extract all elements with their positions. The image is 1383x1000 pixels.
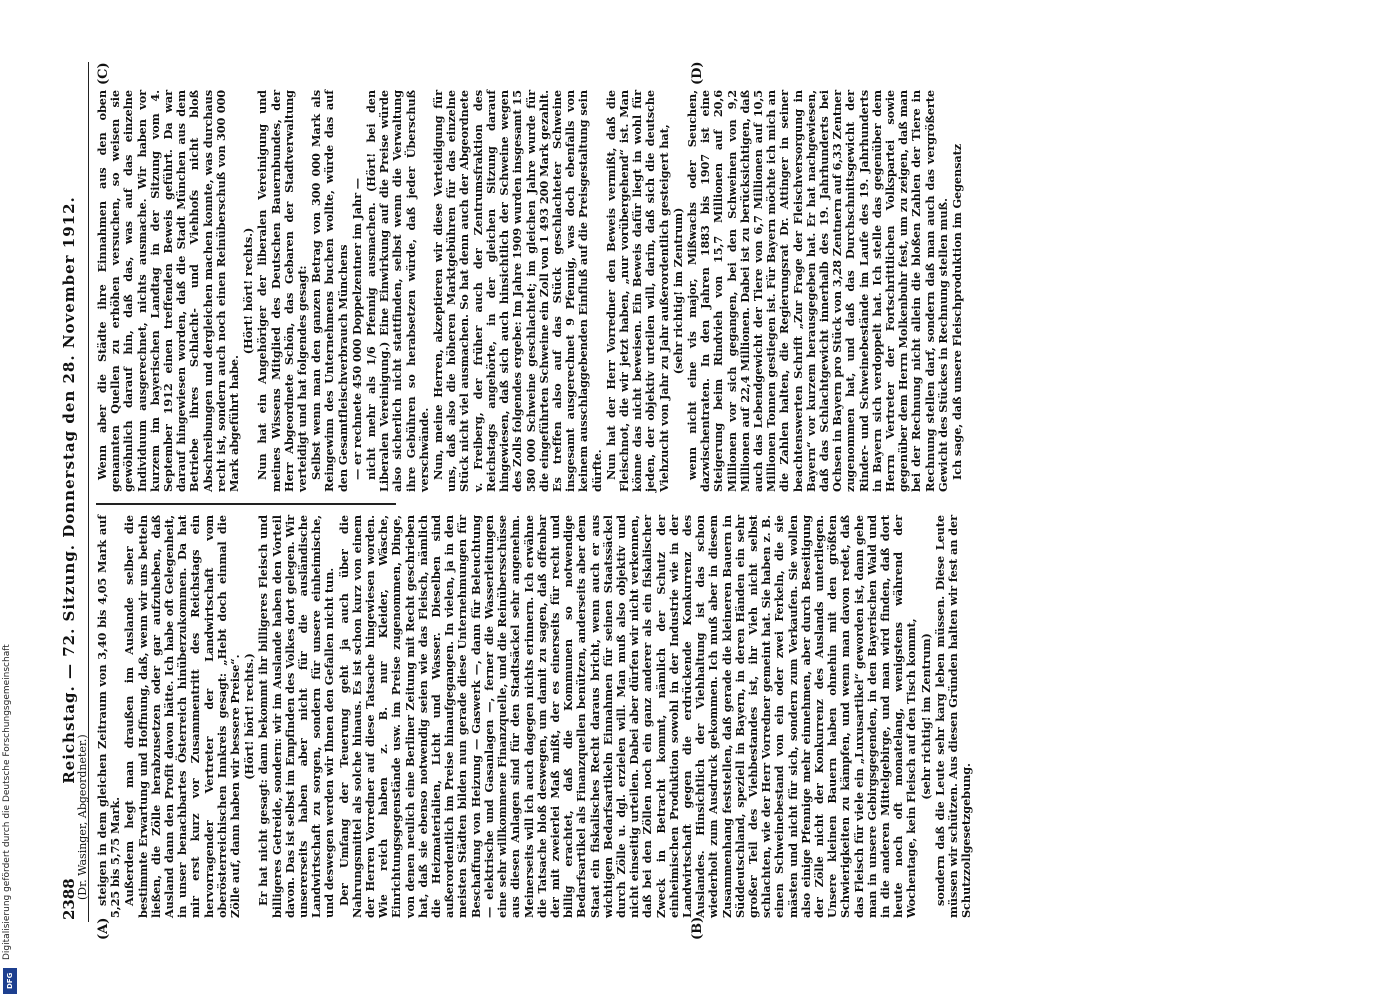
marker-c: (C) [96, 62, 111, 85]
quotation: nicht mehr als 1/6 Pfennig ausmachen. (Hört! bei den Liberalen Vereinigung.) Eine Einwirkung auf die Preise würde also sicherlich nicht stattfinden, selbst wenn die Verwaltung ihre Gebühren so herabsetzen würde, daß jeder Überschuß verschwände. [364, 90, 431, 492]
paragraph: Er hat nicht gesagt: dann bekommt ihr billigeres Fleisch und billigeres Getreide, sondern: wir im Auslande haben den Vorteil davon. Das ist selbst im Empfinden des Volkes dort gelegen. Wir unsererseits haben aber nicht für die ausländische Landwirtschaft zu sorgen, sondern für unsere einheimische, und deswegen werden wir Ihnen den Gefallen nicht tun. [256, 515, 337, 918]
paragraph: sondern daß die Leute sehr karg leben müssen. Diese Leute müssen wir schützen. Aus diesen Gründen halten wir fest an der Schutzzollgesetzgebung. [932, 515, 974, 918]
paragraph: Der Umfang der Teuerung geht ja auch über die Nahrungsmittel als solche hinaus. Es ist schon kurz von einem der Herren Vorredner auf diese Tatsache hingewiesen worden. Wie reich haben z. B. nur Kleider, Wäsche, Einrichtungsgegenstände usw. im Preise zugenommen, Dinge, von denen neulich eine Berliner Zeitung mit Recht geschrieben hat, daß sie ebenso notwendig seien wie das Fleisch, nämlich die Heizmaterialien, Licht und Wasser. Dieselben sind außerordentlich im Preise hinaufgegangen. In vielen, ja in den meisten Städten bilden nun gerade diese Unternehmungen für Beschaffung von Heizung — Gaswerk —, dann für Beleuchtung — elektrische und Gasanlagen —, ferner die Wasserleitungen eine sehr willkommene Finanzquelle, und die Reinübersschüsse aus diesen Anlagen sind für den Stadtsäckel sehr angenehm. Meinerseits will ich auch dagegen nichts erinnern. Ich erwähne die Tatsache bloß deswegen, um damit zu sagen, daß offenbar der mit zweierlei Maß mißt, der es einerseits für recht und billig erachtet, daß die Kommunen so notwendige Bedarfsartikel als Finanzquellen benützen, anderseits aber dem Staat ein fiskalisches Recht daraus bricht, wenn auch er aus wichtigen Bedarfsartikeln Einnahmen für seinen Staatssäckel durch Zölle u. dgl. erzielen will. Man muß also objektiv und nicht einseitig urteilen. Dabei aber dürfen wir nicht verkennen, daß bei den Zöllen noch ein ganz anderer als ein fiskalischer Zweck in Betracht kommt, nämlich der Schutz der einheimischen Produktion sowohl in der Industrie wie in der Landwirtschaft gegen die erdrückende Konkurrenz des Auslandes. Hinsichtlich der Viehhaltung ist das schon wiederholt zum Ausdruck gekommen. Ich muß aber in diesem Zusammenhang feststellen, daß gerade die kleineren Bauern in Süddeutschland, speziell in Bayern, in deren Händen ein sehr großer Teil des Viehbestandes ist, ihr Vieh nicht selbst schlachten, wie der Herr Vorredner gemeint hat. Sie haben z. B. einen Schweinebestand von ein oder zwei Ferkeln, die sie mästen und nicht für sich, sondern zum Verkaufen. Sie wollen also einige Pfennige mehr einnehmen, aber durch Beseitigung der Zölle nicht der Konkurrenz des Auslands unterliegen. Unsere kleinen Bauern haben ohnehin mit den größten Schwierigkeiten zu kämpfen, und wenn man davon redet, daß das Fleisch für viele ein „Luxusartikel“ geworden ist, dann gehe man in unsere Gebirgsgegenden, in den Bayerischen Wald und in die anderen Mittelgebirge, und man wird finden, daß dort heute noch oft monatelang, wenigstens während der Wochentage, kein Fleisch auf den Tisch kommt, [336, 515, 919, 918]
interjection: (sehr richtig! im Zentrum) [670, 207, 685, 375]
quotation: Selbst wenn man den ganzen Betrag von 300 000 Mark als Reingewinn des Unternehmens buchen wollte, würde das auf den Gesamtfleischverbrauch Münchens [309, 90, 350, 492]
paragraph: Wenn aber die Städte ihre Einnahmen aus den oben genannten Quellen zu erhöhen versuchen, so weisen sie gewöhnlich darauf hin, daß das, was auf das einzelne Individuum ausgerechnet, nichts ausmache. Wir haben vor kurzem im bayerischen Landtag in der Sitzung vom 4. September 1912 einen treffenden Beweis geführt. Da war darauf hingewiesen worden, daß die Stadt München aus dem Betriebe ihres Schlacht- und Viehhofs nicht bloß Abschreibungen und dergleichen machen konnte, was durchaus recht ist, sondern auch noch einen Reinüberschuß von 300 000 Mark abgeführt habe. [95, 90, 242, 492]
interjection: (Hört! hört! rechts.) [242, 653, 257, 780]
marker-d: (D) [690, 61, 705, 85]
interjection: (Hört! hört! rechts.) [241, 227, 256, 355]
right-column [96, 90, 965, 492]
marker-a: (A) [96, 917, 111, 940]
paragraph: Nun hat der Herr Vorredner den Beweis vermißt, daß die Fleischnot, die wir jetzt haben, „nur vorübergehend“ ist. Man könne das nicht beweisen. Ein Beweis dafür liegt in wohl für jeden, der objektiv urteilen will, darin, daß sich die deutsche Viehzucht von Jahr zu Jahr außerordentlich gesteigert hat, [603, 90, 671, 492]
paragraph: wenn nicht eine vis major, Mißwachs oder Seuchen, dazwischentraten. In den Jahren 1883 bis 1907 ist eine Steigerung beim Rindvieh von 15,7 Millionen auf 20,6 Millionen vor sich gegangen, bei den Schweinen von 9,2 Millionen auf 22,4 Millionen. Dabei ist zu berücksichtigen, daß auch das Lebendgewicht der Tiere von 6,7 Millionen auf 10,5 Millionen Tonnen gestiegen ist. Für Bayern möchte ich mich an die Zahlen halten, die Regierungsrat Dr. Attinger in seiner beachtenswerten Schrift „Zur Frage der Fleischversorgung in Bayern“ vor kurzem herausgegeben hat. Er hat nachgewiesen, daß das Schlachtgewicht innerhalb des 19. Jahrhunderts bei Ochsen in Bayern pro Stück von 3,28 Zentnern auf 6,33 Zentner zugenommen hat, und daß das Durchschnittsgewicht der Rinder- und Schweinebestände im Laufe des 19. Jahrhunderts in Bayern sich verdoppelt hat. Ich stelle das gegenüber dem Herrn Vertreter der Fortschrittlichen Volkspartei sowie gegenüber dem Herrn Molkenbuhr fest, um zu zeigen, daß man bei der Rechnung nicht allein die bloßen Zahlen der Tiere in Rechnung stellen darf, sondern daß man auch das vergrößerte Gewicht des Stückes in Rechnung stellen muß. [684, 90, 950, 492]
paragraph: Nun, meine Herren, akzeptieren wir diese Verteidigung für uns, daß also die höheren Marktgebühren für das einzelne Stück nicht viel ausmachen. So hat denn auch der Abgeordnete v. Freiberg, der früher auch der Zentrumsfraktion des Reichstags angehörte, in der gleichen Sitzung darauf hingewiesen, daß sich auch hinsichtlich der Schweine wegen des Zolls folgendes ergebe: Im Jahre 1909 wurden insgesamt 15 580 000 Schweine geschlachtet; im gleichen Jahre wurde für die eingeführten Schweine ein Zoll von 1 493 200 Mark gezahlt. Es treffen also auf das Stück geschlachteter Schweine insgesamt ausgerechnet 9 Pfennig, was doch ebenfalls von keinem ausschlaggebenden Einfluß auf die Preisgestaltung sein dürfte. [431, 90, 604, 492]
dfg-logo: DFG [3, 968, 17, 994]
page-title: Reichstag. — 72. Sitzung. Donnerstag den 28. November 1912. [60, 196, 78, 784]
speaker-label: (Dr. Wasinger, Abgeordneter.) [76, 734, 89, 900]
interjection: (sehr richtig! im Zentrum) [918, 633, 933, 800]
marker-b: (B) [690, 916, 705, 940]
left-column [96, 515, 974, 918]
paragraph: steigen in dem gleichen Zeitraum von 3,40 bis 4,05 Mark auf 5,25 bis 5,75 Mark. [95, 515, 123, 918]
paragraph: Nun hat ein Angehöriger der liberalen Vereinigung und meines Wissens Mitglied des Deutschen Bauernbundes, der Herr Abgeordnete Schön, das Gebaren der Stadtverwaltung verteidigt und hat folgendes gesagt: [255, 90, 310, 492]
page-number: 2388 [60, 878, 78, 920]
funding-credit: Digitalisierung gefördert durch die Deutsche Forschungsgemeinschaft [2, 644, 12, 960]
column-divider [96, 503, 396, 505]
paragraph: Außerdem hegt man draußen im Auslande selber die bestimmte Erwartung und Hoffnung, daß, wenn wir uns betteln ließen, die Zölle herabzusetzen oder gar aufzuheben, daß Ausland dann den Profit davon hätte. Ich habe oft Gelegenheit, in unser benachbartes Österreich hinüberzukommen. Da hat mir erst kurz vor Zusammentritt des Reichstags ein hervorragender Vertreter der Landwirtschaft vom oberösterreichischen Innkreis gesagt: „Hebt doch einmal die Zölle auf, dann haben wir bessere Preise“. [122, 515, 243, 918]
paragraph: Ich sage, daß unsere Fleischproduktion im Gegensatz [950, 143, 964, 480]
paragraph: — er rechnete 450 000 Doppelzentner im Jahr — [349, 178, 364, 480]
credit-sidebar [0, 0, 20, 1000]
